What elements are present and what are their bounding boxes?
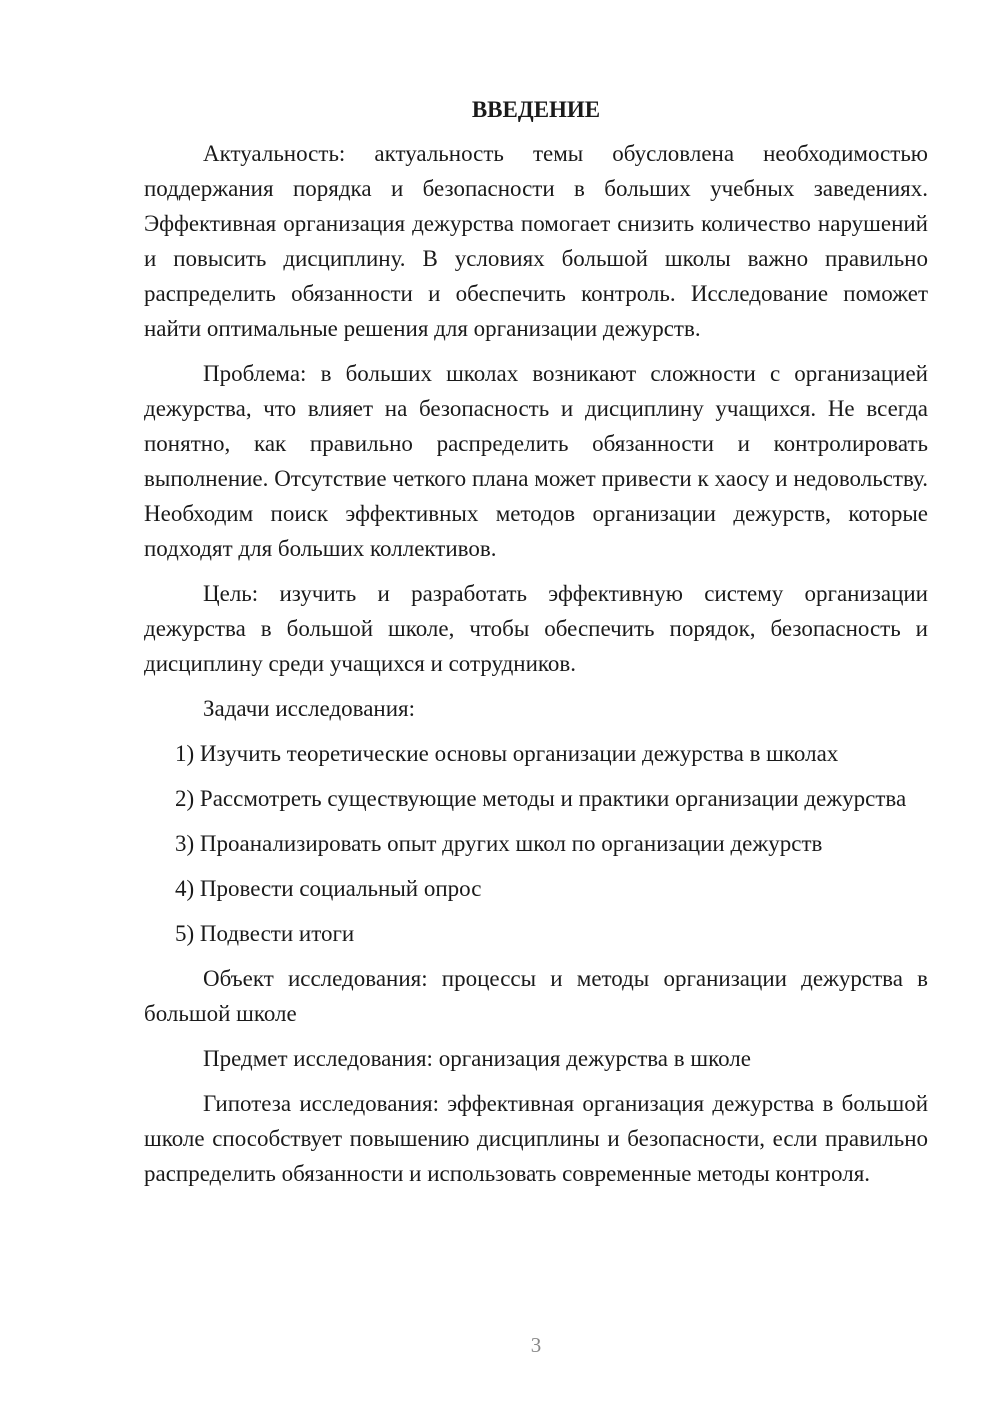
task-item-5: 5) Подвести итоги [175, 921, 355, 946]
paragraph-problem: Проблема: в больших школах возникают сложности с организацией дежурства, что влияет на безопасность и дисциплину учащихся. Не всегда понятно, как правильно распределить обязанности и контролировать выполнение. Отсутствие четкого плана может привести к хаосу и недовольству. Необходим поиск эффективных методов организации дежурств, которые подходят для больших коллективов. [144, 361, 928, 561]
section-heading: ВВЕДЕНИЕ [471, 97, 601, 122]
paragraph-subject: Предмет исследования: организация дежурства в школе [203, 1046, 751, 1071]
paragraph-object: Объект исследования: процессы и методы организации дежурства в большой школе [144, 966, 928, 1026]
paragraph-tasks-intro: Задачи исследования: [203, 696, 416, 721]
task-item-3: 3) Проанализировать опыт других школ по организации дежурств [175, 831, 823, 856]
task-item-2: 2) Рассмотреть существующие методы и практики организации дежурства [175, 786, 907, 811]
page-content [144, 92, 928, 1201]
task-item-1: 1) Изучить теоретические основы организации дежурства в школах [175, 741, 839, 766]
paragraph-goal: Цель: изучить и разработать эффективную систему организации дежурства в большой школе, чтобы обеспечить порядок, безопасность и дисциплину среди учащихся и сотрудников. [144, 581, 928, 676]
paragraph-relevance: Актуальность: актуальность темы обусловлена необходимостью поддержания порядка и безопасности в больших учебных заведениях. Эффективная организация дежурства помогает снизить количество нарушений и повысить дисциплину. В условиях большой школы важно правильно распределить обязанности и обеспечить контроль. Исследование поможет найти оптимальные решения для организации дежурств. [144, 141, 928, 341]
page-number: 3 [530, 1333, 542, 1357]
paragraph-hypothesis: Гипотеза исследования: эффективная организация дежурства в большой школе способствует повышению дисциплины и безопасности, если правильно распределить обязанности и использовать современные методы контроля. [144, 1091, 928, 1186]
task-item-4: 4) Провести социальный опрос [175, 876, 482, 901]
